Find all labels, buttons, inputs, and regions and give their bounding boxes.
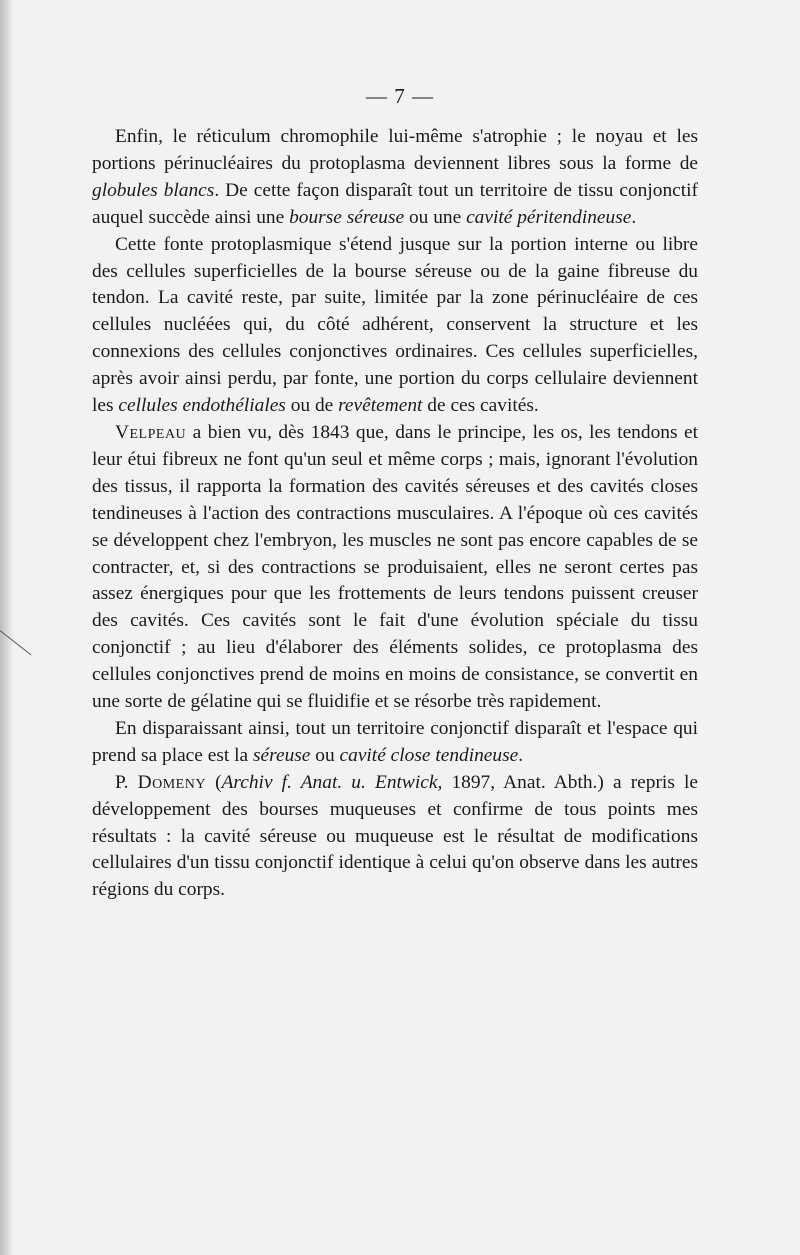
term-revetement: revêtement bbox=[338, 395, 423, 417]
body-text bbox=[92, 124, 698, 904]
term-cavite-close-tendineuse: cavité close tendineuse bbox=[339, 744, 519, 766]
page-number: — 7 — bbox=[366, 84, 434, 108]
term-sereuse: séreuse bbox=[252, 744, 311, 766]
term-cellules-endotheliales: cellules endothéliales bbox=[118, 395, 286, 417]
paragraph-1: Enfin, le réticulum chromophile lui-même s'atrophie ; le noyau et les portions périnucléaires du protoplasma deviennent libres sous la forme de globules blancs. De cette façon disparaît tout un territoire de tissu conjonctif auquel succède ainsi une bourse séreuse ou une cavité péritendineuse. bbox=[92, 126, 698, 228]
scan-edge-shadow bbox=[0, 0, 14, 1255]
citation-archiv: Archiv f. Anat. u. Entwick, bbox=[221, 771, 443, 793]
paragraph-5: P. Domeny (Archiv f. Anat. u. Entwick, 1897, Anat. Abth.) a repris le développement des bourses muqueuses et confirme de tous points mes résultats : la cavité séreuse ou muqueuse est le résultat de modifications cellulaires d'un tissu conjonctif identique à celui qu'on observe dans les autres régions du corps. bbox=[92, 771, 698, 901]
term-cavite-peritendineuse: cavité péritendineuse bbox=[466, 206, 632, 228]
term-bourse-sereuse: bourse séreuse bbox=[289, 206, 405, 228]
term-globules-blancs: globules blancs bbox=[92, 179, 215, 201]
author-velpeau: Velpeau bbox=[115, 421, 187, 443]
paragraph-3: Velpeau a bien vu, dès 1843 que, dans le principe, les os, les tendons et leur étui fibreux ne font qu'un seul et même corps ; mais, ignorant l'évolution des tissus, il rapporta la formation des cavités séreuses et des cavités closes tendineuses à l'action des contractions musculaires. A l'époque où ces cavités se développent chez l'embryon, les muscles ne sont pas encore capables de se contracter, et, si des contractions se produisaient, elles ne seront certes pas assez énergiques pour que les frottements de leurs tendons puissent creuser des cavités. Ces cavités sont le fait d'une évolution spéciale du tissu conjonctif ; au lieu d'élaborer des éléments solides, ce protoplasma des cellules conjonctives prend de moins en moins de consistance, se convertit en une sorte de gélatine qui se fluidifie et se résorbe très rapidement. bbox=[92, 421, 698, 713]
paragraph-2: Cette fonte protoplasmique s'étend jusque sur la portion interne ou libre des cellules superficielles de la bourse séreuse ou de la gaine fibreuse du tendon. La cavité reste, par suite, limitée par la zone périnucléaire de ces cellules nucléées qui, du côté adhérent, conservent la structure et les connexions des cellules conjonctives ordinaires. Ces cellules superficielles, après avoir ainsi perdu, par fonte, une portion du corps cellulaire deviennent les cellules endothéliales ou de revêtement de ces cavités. bbox=[92, 233, 698, 417]
paragraph-4: En disparaissant ainsi, tout un territoire conjonctif disparaît et l'espace qui prend sa place est la séreuse ou cavité close tendineuse. bbox=[92, 717, 698, 766]
author-domeny: Domeny bbox=[137, 771, 206, 793]
